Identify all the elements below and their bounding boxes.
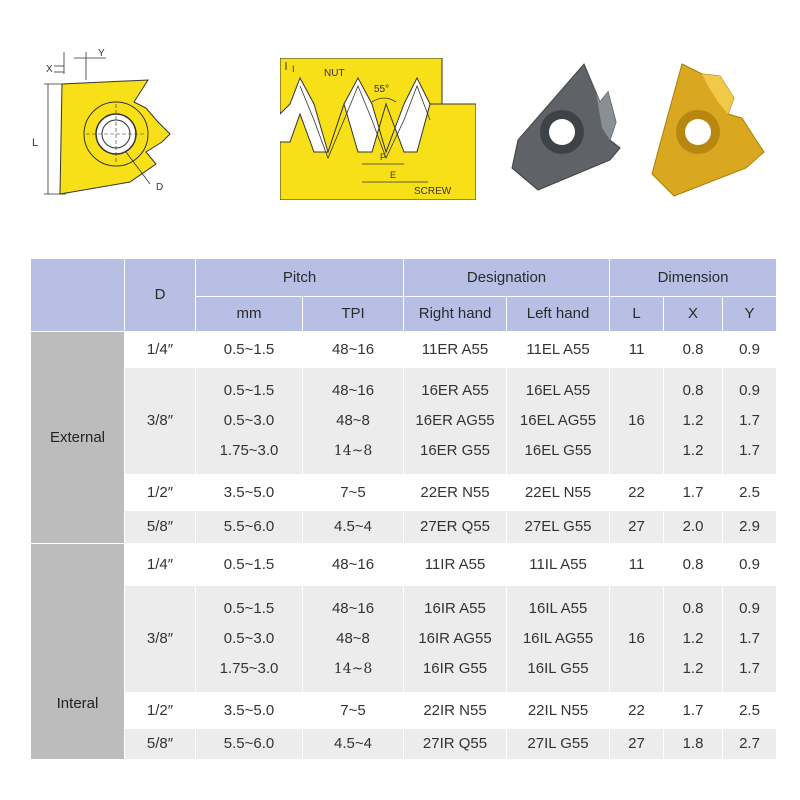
- cell-y-value: 0.9: [739, 340, 760, 358]
- label-d: D: [156, 182, 164, 193]
- header-l: L: [610, 297, 664, 332]
- cell-left: [507, 586, 610, 693]
- cell-d: 1/4″: [125, 332, 196, 368]
- cell-l: 27: [610, 511, 664, 544]
- cell-mm-value: 1.75~3.0: [219, 660, 279, 677]
- group-label: External: [31, 332, 125, 544]
- cell-tpi: [303, 544, 404, 586]
- cell-mm-value: 0.5~1.5: [223, 600, 275, 617]
- label-nut: NUT: [324, 68, 345, 79]
- gold-insert-photo: [652, 64, 764, 196]
- table-row: [31, 475, 777, 511]
- cell-right: [404, 544, 507, 586]
- cell-y-value: 0.9: [739, 555, 760, 573]
- cell-x-value: 1.2: [682, 412, 704, 429]
- cell-mm-value: 0.5~1.5: [223, 555, 275, 573]
- cell-x: [664, 475, 723, 511]
- cell-x: [664, 586, 723, 693]
- cell-mm: [196, 586, 303, 693]
- cell-d: 1/4″: [125, 544, 196, 586]
- header-x: X: [664, 297, 723, 332]
- cell-mm-value: 0.5~1.5: [223, 340, 275, 358]
- cell-tpi: [303, 332, 404, 368]
- cell-left: [507, 544, 610, 586]
- cell-left: [507, 332, 610, 368]
- table-row: [31, 332, 777, 368]
- cell-mm: [196, 729, 303, 760]
- cell-right-value: 11ER A55: [421, 340, 489, 358]
- table-row: [31, 544, 777, 586]
- cell-mm-value: 5.5~6.0: [223, 735, 275, 752]
- cell-x-value: 0.8: [682, 600, 704, 617]
- header-right-hand: Right hand: [404, 297, 507, 332]
- table-row: [31, 729, 777, 760]
- cell-tpi-value: 4.5~4: [334, 735, 372, 752]
- cell-tpi: [303, 511, 404, 544]
- cell-y-value: 0.9: [739, 382, 760, 399]
- cell-tpi-value: 48~16: [331, 340, 375, 358]
- cell-d: 1/2″: [125, 475, 196, 511]
- cell-mm-value: 3.5~5.0: [223, 701, 275, 719]
- label-pitch: P: [380, 152, 387, 162]
- cell-left-value: 27EL G55: [524, 518, 592, 535]
- cell-right-value: 16ER G55: [419, 442, 491, 459]
- cell-tpi: [303, 586, 404, 693]
- cell-l: 16: [610, 586, 664, 693]
- cell-left-value: 16IL G55: [527, 660, 589, 677]
- header-designation: Designation: [404, 259, 610, 297]
- cell-left: [507, 729, 610, 760]
- cell-right-value: 27IR Q55: [422, 735, 488, 752]
- cell-tpi: [303, 693, 404, 729]
- header-dimension: Dimension: [610, 259, 777, 297]
- cell-y: [723, 511, 777, 544]
- cell-x-value: 1.2: [682, 660, 704, 677]
- table-row: [31, 586, 777, 693]
- header-left-hand: Left hand: [507, 297, 610, 332]
- cell-y-value: 2.5: [739, 483, 760, 501]
- cell-right-value: 22IR N55: [423, 701, 487, 719]
- cell-tpi-value: 14~8: [333, 443, 373, 459]
- cell-tpi-value: 7~5: [340, 483, 366, 501]
- cell-mm: [196, 693, 303, 729]
- cell-y-value: 2.7: [739, 735, 760, 752]
- label-y: Y: [98, 48, 105, 59]
- cell-l: 16: [610, 368, 664, 475]
- cell-left: [507, 511, 610, 544]
- cell-left-value: 22EL N55: [524, 483, 592, 501]
- cell-left: [507, 693, 610, 729]
- cell-tpi-value: 7~5: [340, 701, 366, 719]
- cell-left-value: 16EL A55: [525, 382, 591, 399]
- cell-x: [664, 544, 723, 586]
- cell-y: [723, 475, 777, 511]
- cell-x-value: 1.7: [682, 701, 704, 719]
- cell-left: [507, 475, 610, 511]
- table-row: [31, 511, 777, 544]
- cell-mm-value: 1.75~3.0: [219, 442, 279, 459]
- cell-l: 22: [610, 693, 664, 729]
- cell-l: 27: [610, 729, 664, 760]
- cell-y: [723, 544, 777, 586]
- cell-y-value: 1.7: [739, 412, 760, 429]
- cell-left-value: 22IL N55: [527, 701, 589, 719]
- cell-left: [507, 368, 610, 475]
- cell-right-value: 16IR AG55: [418, 630, 492, 647]
- cell-y-value: 1.7: [739, 630, 760, 647]
- cell-l: 11: [610, 544, 664, 586]
- cell-mm-value: 0.5~1.5: [223, 382, 275, 399]
- cell-l: 11: [610, 332, 664, 368]
- cell-x-value: 0.8: [682, 555, 704, 573]
- cell-right-value: 16ER AG55: [415, 412, 495, 429]
- cell-right: [404, 332, 507, 368]
- header-tpi: TPI: [303, 297, 404, 332]
- cell-right-value: 16IR G55: [422, 660, 488, 677]
- cell-d: 5/8″: [125, 511, 196, 544]
- cell-x-value: 2.0: [682, 518, 704, 535]
- cell-tpi: [303, 729, 404, 760]
- cell-tpi-value: 4.5~4: [334, 518, 372, 535]
- cell-y: [723, 729, 777, 760]
- cell-tpi-value: 48~16: [331, 382, 375, 399]
- cell-y: [723, 368, 777, 475]
- cell-x-value: 1.2: [682, 442, 704, 459]
- cell-x-value: 0.8: [682, 340, 704, 358]
- cell-tpi-value: 48~8: [336, 630, 370, 647]
- cell-mm: [196, 475, 303, 511]
- cell-left-value: 27IL G55: [527, 735, 589, 752]
- label-i: I: [292, 64, 295, 74]
- cell-left-value: 11IL A55: [529, 555, 587, 573]
- cell-right-value: 16IR A55: [424, 600, 486, 617]
- cell-y: [723, 586, 777, 693]
- cell-x-value: 1.8: [682, 735, 704, 752]
- label-angle: 55°: [374, 84, 390, 95]
- cell-right-value: 16ER A55: [421, 382, 489, 399]
- cell-mm-value: 5.5~6.0: [223, 518, 275, 535]
- cell-left-value: 11EL A55: [526, 340, 590, 358]
- header-d: D: [125, 259, 196, 332]
- cell-d: 5/8″: [125, 729, 196, 760]
- header-mm: mm: [196, 297, 303, 332]
- cell-tpi-value: 48~8: [336, 412, 370, 429]
- cell-mm-value: 0.5~3.0: [223, 412, 275, 429]
- cell-mm: [196, 511, 303, 544]
- cell-right: [404, 693, 507, 729]
- cell-right-value: 11IR A55: [424, 555, 486, 573]
- thread-profile-diagram: [280, 58, 476, 200]
- header-y: Y: [723, 297, 777, 332]
- cell-right: [404, 368, 507, 475]
- insert-photos: [498, 62, 768, 202]
- cell-d: 1/2″: [125, 693, 196, 729]
- cell-tpi: [303, 475, 404, 511]
- cell-right: [404, 511, 507, 544]
- cell-mm: [196, 544, 303, 586]
- label-screw: SCREW: [414, 186, 452, 197]
- table-row: [31, 368, 777, 475]
- cell-right-value: 27ER Q55: [419, 518, 491, 535]
- header-pitch: Pitch: [196, 259, 404, 297]
- spec-table-body: [31, 332, 777, 760]
- cell-left-value: 16IL AG55: [522, 630, 594, 647]
- cell-x-value: 1.2: [682, 630, 704, 647]
- group-label: Interal: [31, 544, 125, 760]
- cell-right: [404, 586, 507, 693]
- cell-d: 3/8″: [125, 368, 196, 475]
- gray-insert-photo: [512, 64, 620, 190]
- cell-x: [664, 511, 723, 544]
- insert-dimension-drawing: [26, 44, 206, 214]
- cell-y-value: 2.9: [739, 518, 760, 535]
- thread-insert-spec-table: [30, 258, 777, 760]
- cell-x: [664, 332, 723, 368]
- cell-left-value: 16EL AG55: [519, 412, 597, 429]
- cell-d: 3/8″: [125, 586, 196, 693]
- cell-y-value: 2.5: [739, 701, 760, 719]
- cell-x-value: 0.8: [682, 382, 704, 399]
- cell-y-value: 1.7: [739, 442, 760, 459]
- cell-x: [664, 693, 723, 729]
- cell-x: [664, 368, 723, 475]
- cell-right: [404, 729, 507, 760]
- cell-y-value: 0.9: [739, 600, 760, 617]
- label-l: L: [32, 137, 39, 149]
- cell-left-value: 16EL G55: [524, 442, 592, 459]
- insert-outline: [60, 80, 170, 194]
- cell-mm-value: 3.5~5.0: [223, 483, 275, 501]
- cell-right: [404, 475, 507, 511]
- cell-mm: [196, 332, 303, 368]
- cell-tpi-value: 48~16: [331, 600, 375, 617]
- table-row: [31, 693, 777, 729]
- cell-y-value: 1.7: [739, 660, 760, 677]
- cell-mm: [196, 368, 303, 475]
- cell-tpi-value: 14~8: [333, 661, 373, 677]
- cell-y: [723, 693, 777, 729]
- cell-left-value: 16IL A55: [528, 600, 588, 617]
- header-blank: [31, 259, 125, 332]
- cell-mm-value: 0.5~3.0: [223, 630, 275, 647]
- thread-profile-shape: [280, 58, 476, 200]
- cell-x: [664, 729, 723, 760]
- cell-right-value: 22ER N55: [420, 483, 490, 501]
- label-e: E: [390, 170, 397, 180]
- label-x: X: [46, 64, 53, 75]
- cell-x-value: 1.7: [682, 483, 704, 501]
- cell-tpi-value: 48~16: [331, 555, 375, 573]
- cell-y: [723, 332, 777, 368]
- cell-tpi: [303, 368, 404, 475]
- cell-l: 22: [610, 475, 664, 511]
